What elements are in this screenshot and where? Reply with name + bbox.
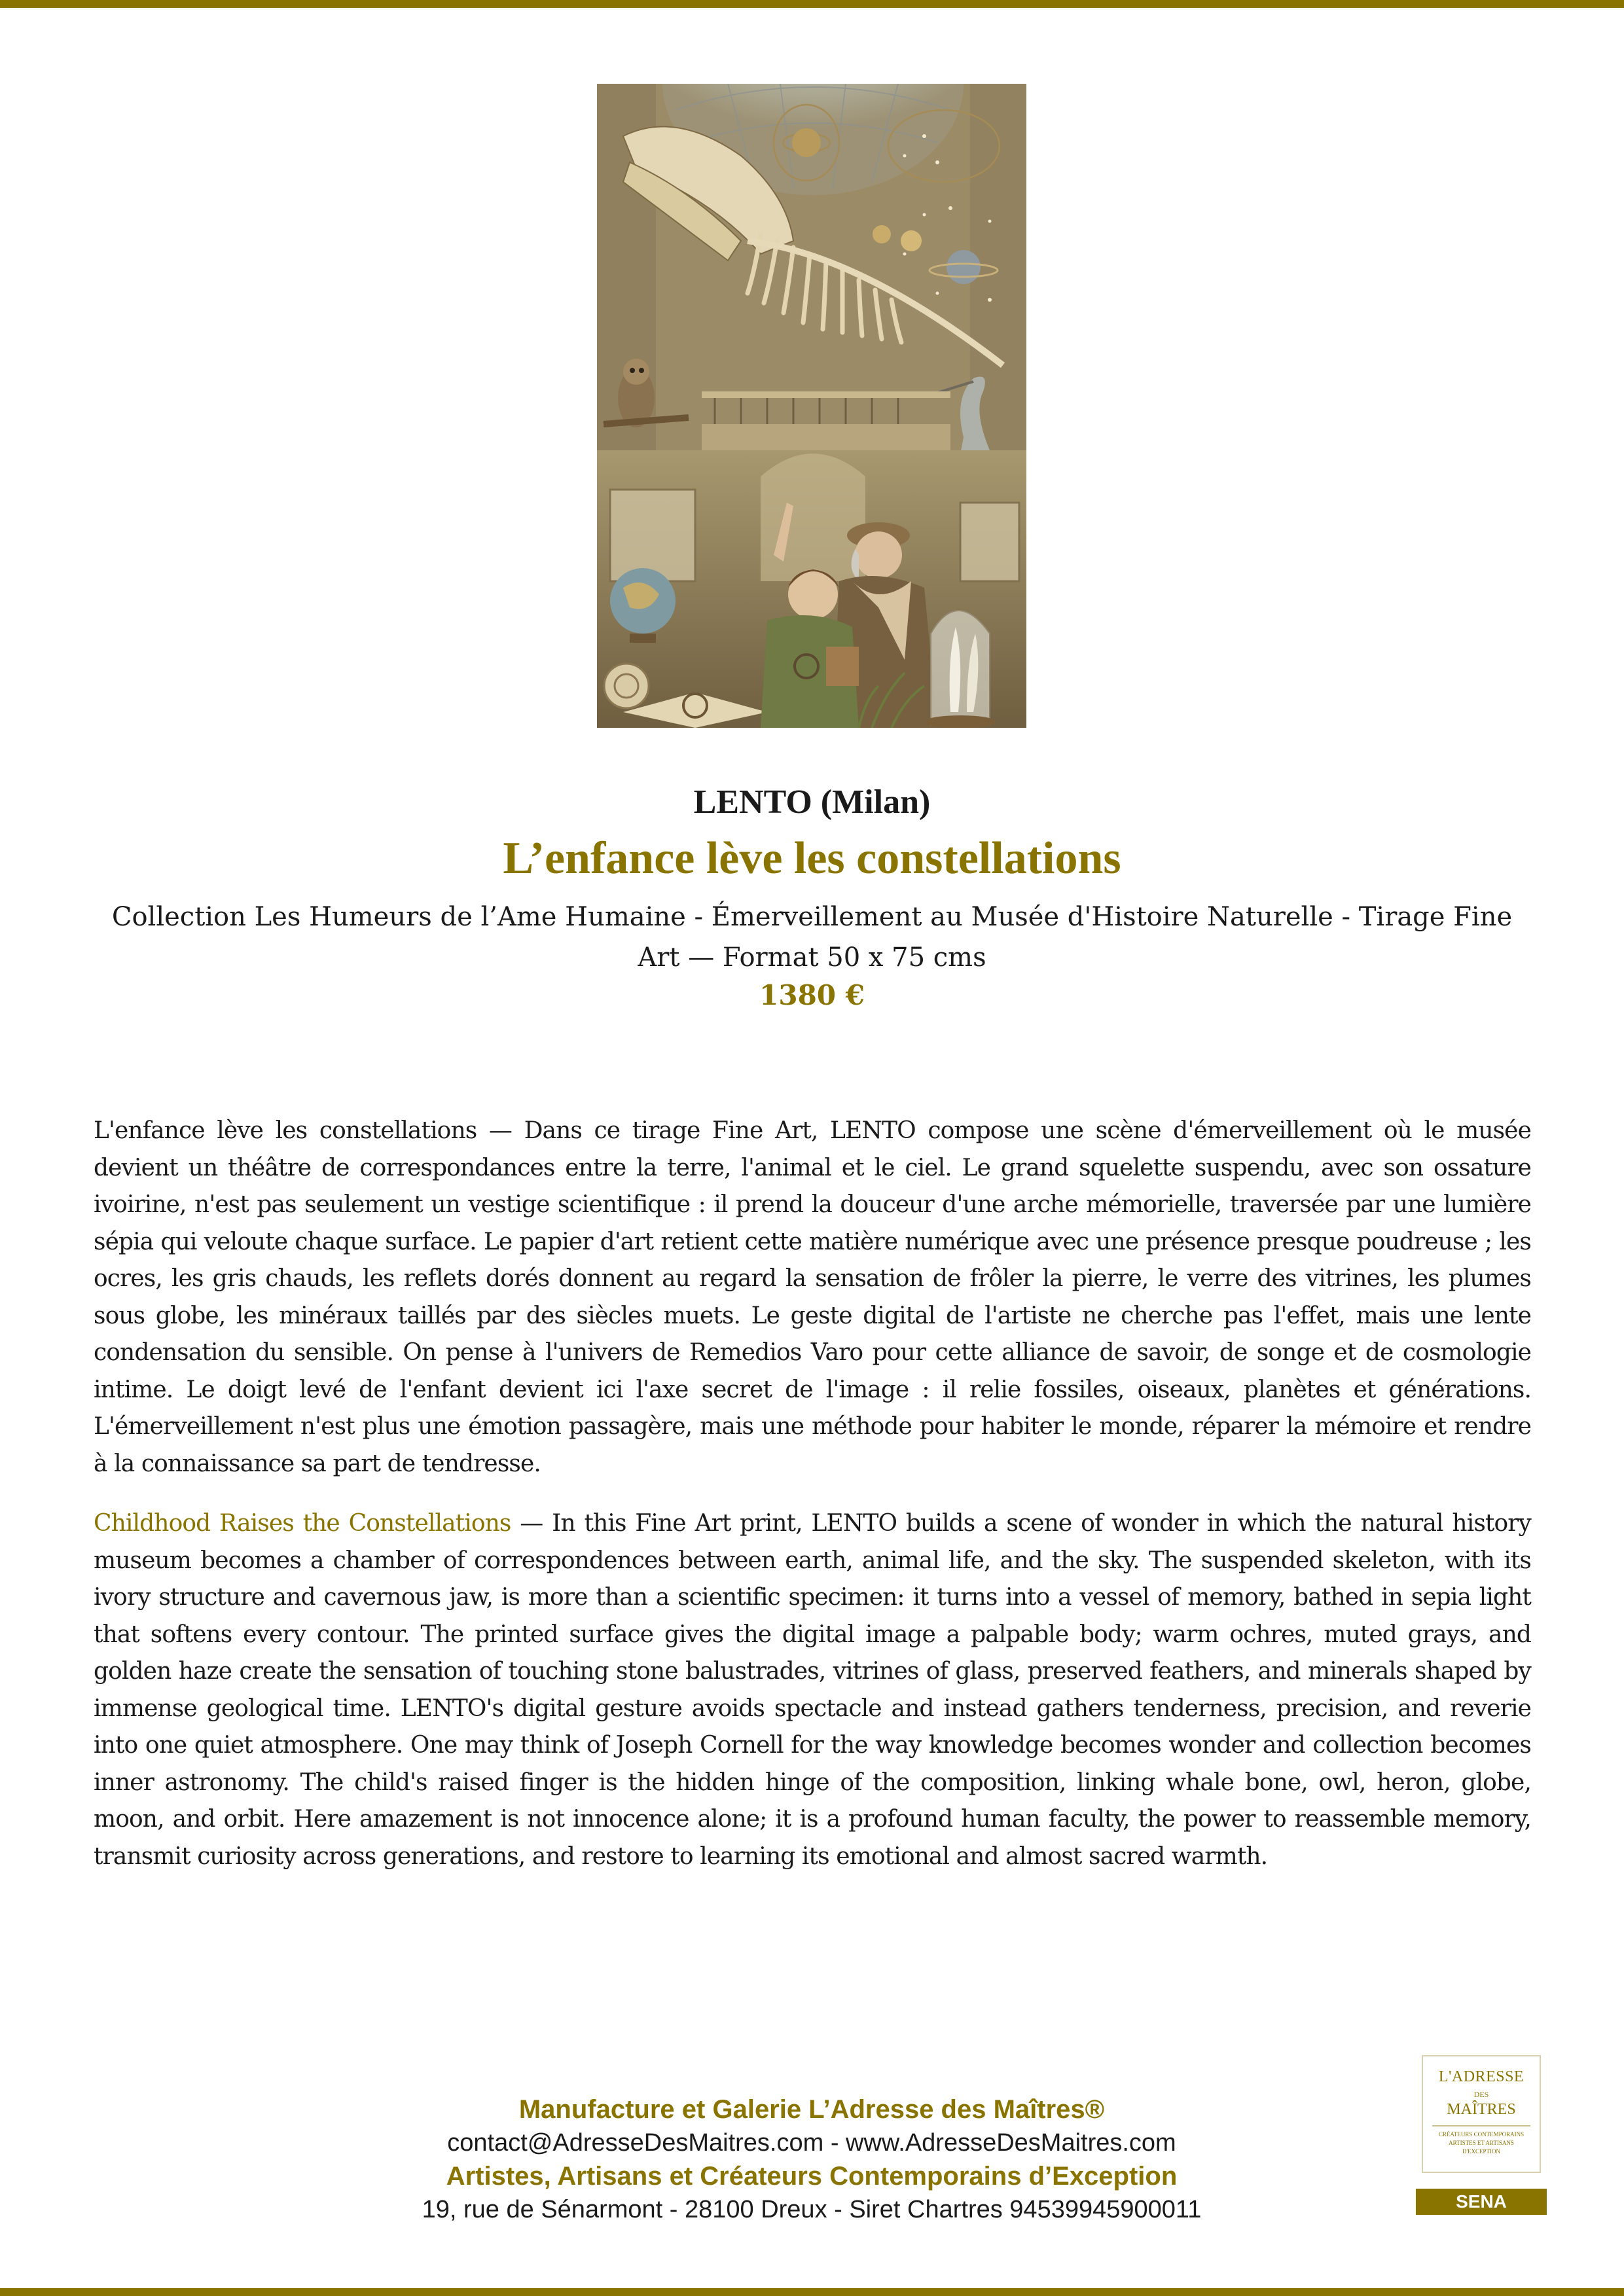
logo-divider bbox=[1432, 2125, 1530, 2126]
footer-address: 19, rue de Sénarmont - 28100 Dreux - Siret Chartres 94539945900011 bbox=[422, 2196, 1202, 2223]
bottom-accent-bar bbox=[0, 2288, 1624, 2296]
artwork-subtitle: Collection Les Humeurs de l’Ame Humaine - Émerveillement au Musée d'Histoire Naturelle - Tirage Fine Art — Format 50 x 75 cms bbox=[111, 902, 1513, 973]
footer-contact[interactable]: contact@AdresseDesMaitres.com - www.AdresseDesMaitres.com bbox=[447, 2129, 1176, 2157]
english-body: — In this Fine Art print, LENTO builds a scene of wonder in which the natural history museum becomes a chamber of correspondences between earth, animal life, and the sky. The suspended skeleton, with its ivory structure and cavernous jaw, is more than a scientific specimen: it turns into a vessel of memory, bathed in sepia light that softens every contour. The printed surface gives the digital image a palpable body; warm ochres, muted grays, and golden haze create the sensation of touching stone balustrades, vitrines of glass, preserved feathers, and minerals shaped by immense geological time. LENTO's digital gesture avoids spectacle and instead gathers tenderness, precision, and reverie into one quiet atmosphere. One may think of Joseph Cornell for the way knowledge becomes wonder and collection becomes inner astronomy. The child's raised finger is the hidden hinge of the composition, linking whale bone, owl, heron, globe, moon, and orbit. Here amazement is not innocence alone; it is a profound human faculty, the power to reassemble memory, transmit curiosity across generations, and restore to learning its emotional and almost sacred warmth. bbox=[94, 1510, 1531, 1870]
artwork-image bbox=[597, 84, 1026, 728]
logo-line-5: ARTISTES ET ARTISANS bbox=[1449, 2140, 1514, 2146]
brand-logo bbox=[1422, 2055, 1541, 2173]
artist-name: LENTO (Milan) bbox=[693, 783, 931, 821]
logo-line-1: L'ADRESSE bbox=[1438, 2068, 1525, 2085]
artwork-title: L’enfance lève les constellations bbox=[503, 833, 1121, 884]
logo-line-6: D'EXCEPTION bbox=[1462, 2148, 1501, 2155]
description-french: L'enfance lève les constellations — Dans ce tirage Fine Art, LENTO compose une scène d'émerveillement où le musée devient un théâtre de correspondances entre la terre, l'animal et le ciel. Le grand squelette suspendu, avec son ossature ivoirine, n'est pas seulement un vestige scientifique : il prend la douceur d'une arche mémorielle, traversée par une lumière sépia qui veloute chaque surface. Le papier d'art retient cette matière numérique avec une présence presque poudreuse ; les ocres, les gris chauds, les reflets dorés donnent au regard la sensation de frôler la pierre, le verre des vitrines, les plumes sous globe, les minéraux taillés par des siècles muets. Le geste digital de l'artiste ne cherche pas l'effet, mais une lente condensation du sensible. On pense à l'univers de Remedios Varo pour cette alliance de savoir, de songe et de cosmologie intime. Le doigt levé de l'enfant devient ici l'axe secret de l'image : il relie fossiles, oiseaux, planètes et générations. L'émerveillement n'est plus une émotion passagère, mais une méthode pour habiter le monde, réparer la mémoire et rendre à la connaissance sa part de tendresse. bbox=[94, 1117, 1531, 1477]
description-english bbox=[94, 1505, 1531, 1875]
english-title: Childhood Raises the Constellations bbox=[94, 1510, 511, 1537]
footer bbox=[367, 2093, 1257, 2227]
logo-line-2: DES bbox=[1473, 2090, 1489, 2099]
artwork-price: 1380 € bbox=[759, 979, 865, 1011]
footer-tagline: Artistes, Artisans et Créateurs Contemporains d’Exception bbox=[446, 2162, 1178, 2191]
footer-company: Manufacture et Galerie L’Adresse des Maîtres® bbox=[518, 2095, 1105, 2124]
top-accent-bar bbox=[0, 0, 1624, 8]
logo-line-4: CRÉATEURS CONTEMPORAINS bbox=[1438, 2131, 1525, 2138]
sena-badge: SENA bbox=[1416, 2189, 1547, 2215]
logo-line-3: MAÎTRES bbox=[1447, 2101, 1516, 2118]
artwork-illustration bbox=[597, 84, 1026, 728]
